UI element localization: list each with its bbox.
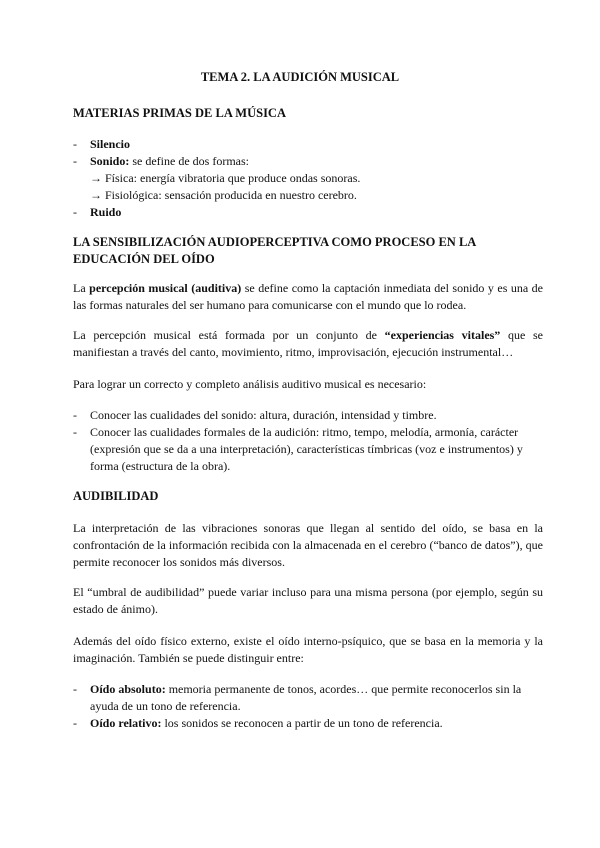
heading-materias-primas: MATERIAS PRIMAS DE LA MÚSICA [73, 106, 286, 120]
heading-line: EDUCACIÓN DEL OÍDO [73, 252, 215, 266]
list-bullet: - [73, 408, 77, 422]
list-item [73, 136, 543, 153]
list-item-text: se define de dos formas: [129, 154, 249, 168]
text-run: La percepción musical está formada por un conjunto de [73, 328, 385, 342]
list-bullet: - [73, 137, 77, 151]
paragraph-analisis: Para lograr un correcto y completo análisis auditivo musical es necesario: [73, 377, 427, 391]
sublist-item: → Fisiológica: sensación producida en nuestro cerebro. [90, 188, 357, 202]
list-item-bold: Oído absoluto: [90, 682, 166, 696]
text-run: que se manifiestan a través del canto, movimiento, ritmo, improvisación, ejecución instrumental… [73, 328, 543, 359]
page-title: TEMA 2. LA AUDICIÓN MUSICAL [200, 70, 400, 84]
heading-line: LA SENSIBILIZACIÓN AUDIOPERCEPTIVA COMO PROCESO EN LA [73, 235, 477, 249]
list-bullet: - [73, 205, 77, 219]
paragraph-experiencias [73, 327, 543, 361]
list-item [73, 204, 543, 221]
sublist-item: → Física: energía vibratoria que produce ondas sonoras. [90, 171, 361, 185]
list-bullet: - [73, 154, 77, 168]
bold-term: “experiencias vitales” [384, 328, 501, 342]
materias-list [73, 136, 543, 221]
paragraph-interpretacion: La interpretación de las vibraciones sonoras que llegan al sentido del oído, se basa en la confrontación de la información recibida con la almacenada en el cerebro (“banco de datos”), que permite reconocer los sonidos más diversos. [73, 521, 543, 569]
heading-audibilidad: AUDIBILIDAD [73, 489, 159, 503]
text-run: La [73, 281, 90, 295]
text-run: se define como la captación inmediata del sonido y es una de las formas naturales del ser humano para comunicarse con el mundo que lo rodea. [73, 281, 544, 312]
paragraph-percepcion [73, 280, 543, 314]
list-bullet: - [73, 716, 77, 730]
paragraph-oido-interno: Además del oído físico externo, existe el oído interno-psíquico, que se basa en la memoria y la imaginación. También se puede distinguir entre: [73, 634, 543, 665]
paragraph-umbral: El “umbral de audibilidad” puede variar incluso para una misma persona (por ejemplo, según su estado de ánimo). [73, 585, 543, 616]
list-item-bold: Oído relativo: [90, 716, 162, 730]
list-item [73, 424, 543, 475]
bold-term: percepción musical (auditiva) [89, 281, 242, 295]
list-item-bold: Sonido: [90, 154, 130, 168]
list-bullet: - [73, 682, 77, 696]
list-item-text: Conocer las cualidades formales de la audición: ritmo, tempo, melodía, armonía, carácter (expresión que se da a una interpretación), características tímbricas (voz e instrumentos) y forma (estructura de la obra). [90, 425, 523, 473]
oido-list [73, 681, 543, 732]
list-item-text: Conocer las cualidades del sonido: altura, duración, intensidad y timbre. [90, 408, 437, 422]
list-item [73, 153, 543, 204]
list-item [73, 407, 543, 424]
list-item [73, 715, 543, 732]
list-bullet: - [73, 425, 77, 439]
list-item-text: memoria permanente de tonos, acordes… que permite reconocerlos sin la ayuda de un tono de referencia. [90, 682, 522, 713]
analisis-list [73, 407, 543, 475]
list-item [73, 681, 543, 715]
list-item-text: los sonidos se reconocen a partir de un tono de referencia. [161, 716, 443, 730]
list-item-bold: Ruido [90, 205, 122, 219]
heading-sensibilizacion [73, 234, 543, 268]
list-item-bold: Silencio [90, 137, 131, 151]
